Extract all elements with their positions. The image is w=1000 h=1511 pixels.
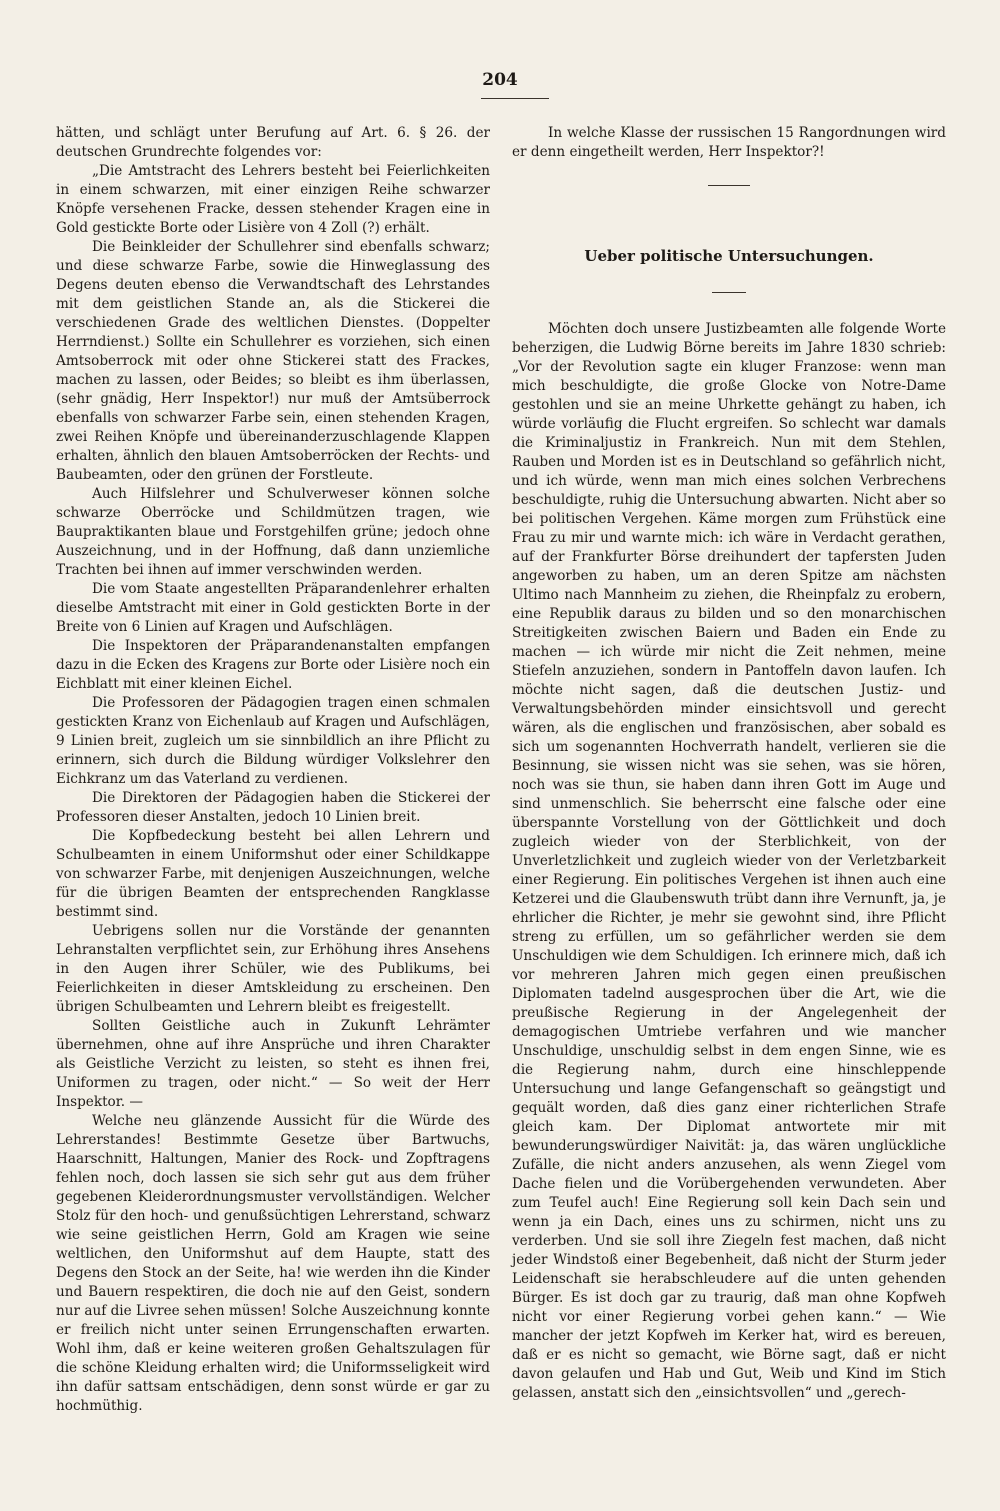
paragraph: Die Kopfbedeckung besteht bei allen Lehrern und Schulbeamten in einem Uniformshut oder einer Schildkappe von schwarzer Farbe, mit denjenigen Auszeichnungen, welche für die übrigen Beamten der entsprechenden Rangklasse bestimmt sind. [56, 828, 490, 920]
paragraph: In welche Klasse der russischen 15 Rangordnungen wird er denn eingetheilt werden, Herr Inspektor?! [512, 125, 946, 160]
section-title: Ueber politische Untersuchungen. [584, 247, 874, 265]
left-column [56, 124, 490, 1416]
paragraph: Möchten doch unsere Justizbeamten alle folgende Worte beherzigen, die Ludwig Börne bereits im Jahre 1830 schrieb: „Vor der Revolution sagte ein kluger Franzose: wenn man mich beschuldigte, die große Glocke von Notre-Dame gestohlen und sie an meine Uhrkette gehängt zu haben, ich würde vorläufig die Flucht ergreifen. So schlecht war damals die Kriminaljustiz in Frankreich. Nun mit dem Stehlen, Rauben und Morden ist es in Deutschland so gefährlich nicht, und ich würde, wenn man mich eines solchen Verbrechens beschuldigte, ruhig die Untersuchung abwarten. Nicht aber so bei politischen Vergehen. Käme morgen zum Frühstück eine Frau zu mir und warnte mich: ich wäre in Verdacht gerathen, auf der Frankfurter Börse dreihundert der tapfersten Juden angeworben zu haben, um an deren Spitze am nächsten Ultimo nach Mannheim zu ziehen, die Rheinpfalz zu erobern, eine Republik daraus zu bilden und so den monarchischen Streitigkeiten zwischen Baiern und Baden ein Ende zu machen — ich würde mir nicht die Zeit nehmen, meine Stiefeln anzuziehen, sondern in Pantoffeln davon laufen. Ich möchte nicht sagen, daß die deutschen Justiz- und Verwaltungsbehörden minder einsichtsvoll und gerecht wären, als die englischen und französischen, aber sobald es sich um sogenannten Hochverrath handelt, verlieren sie die Besinnung, sie wissen nicht was sie sehen, was sie hören, noch was sie thun, sie haben dann ihren Gott im Auge und sind unmenschlich. Sie beherrscht eine falsche oder eine überspannte Vorstellung von der Göttlichkeit und doch zugleich wieder von der Sterblichkeit, von der Unverletzlichkeit und zugleich wieder von der Verletzbarkeit einer Regierung. Ein politisches Vergehen ist ihnen auch eine Ketzerei und die Glaubenswuth trübt dann ihre Vernunft, ja, je ehrlicher die Richter, je mehr sie gewohnt sind, ihre Pflicht streng zu erfüllen, um so gefährlicher werden sie dem Unschuldigen wie dem Schuldigen. Ich erinnere mich, daß ich vor mehreren Jahren mich gegen einen preußischen Diplomaten tadelnd ausgesprochen über die Art, wie die preußische Regierung in der Angelegenheit der demagogischen Umtriebe verfahren und wie mancher Unschuldige, unschuldig selbst in dem engen Sinne, wie es die Regierung nahm, durch eine hinschleppende Untersuchung und lange Gefangenschaft so geängstigt und gequält worden, daß dies ganz einer richterlichen Strafe gleich kam. Der Diplomat antwortete mir mit bewunderungswürdiger Naivität: ja, das wären unglückliche Zufälle, die nicht anders anzusehen, als wenn Ziegel vom Dache fielen und die Vorübergehenden verwundeten. Aber zum Teufel auch! Eine Regierung soll kein Dach sein und wenn ja ein Dach, eines uns zu schirmen, nicht uns zu verderben. Und sie soll ihre Ziegeln fest machen, daß nicht jeder Windstoß einer Begebenheit, daß nicht der Sturm jeder Leidenschaft sie herabschleudere auf die unten gehenden Bürger. Es ist doch gar zu traurig, daß man ohne Kopfweh nicht vor einer Regierung vorbei gehen kann.“ — Wie mancher der jetzt Kopfweh im Kerker hat, wird es bereuen, daß er es nicht so gemacht, wie Börne sagt, daß er nicht davon gelaufen und Hab und Gut, Weib und Kind im Stich gelassen, anstatt sich den „einsichtsvollen“ und „gerech- [512, 321, 946, 1401]
right-column-article [512, 320, 946, 1403]
paragraph: hätten, und schlägt unter Berufung auf Art. 6. § 26. der deutschen Grundrechte folgendes vor: [56, 125, 490, 160]
paragraph: Die Beinkleider der Schullehrer sind ebenfalls schwarz; und diese schwarze Farbe, sowie die Hinweglassung des Degens deuten ebenso die Verwandtschaft des Lehrstandes mit dem geistlichen Stande an, als die Stickerei die verschiedenen Grade des weltlichen Dienstes. (Doppelter Herrndienst.) Sollte ein Schullehrer es vorziehen, sich einen Amtsoberrock mit oder ohne Stickerei statt des Frackes, machen zu lassen, oder Beides; so bleibt es ihm überlassen, (sehr gnädig, Herr Inspektor!) nur muß der Amtsüberrock ebenfalls von schwarzer Farbe sein, einen stehenden Kragen, zwei Reihen Knöpfe und übereinanderzuschlagende Klappen erhalten, ähnlich den blauen Amtsoberröcken der Rechts- und Baubeamten, oder den grünen der Forstleute. [56, 239, 490, 483]
right-column-intro [512, 124, 946, 162]
paragraph: Die Professoren der Pädagogien tragen einen schmalen gestickten Kranz von Eichenlaub auf Kragen und Aufschlägen, 9 Linien breit, zugleich um sie sinnbildlich an ihre Pflicht zu erinnern, sich durch die Bildung würdiger Volkslehrer den Eichkranz um das Vaterland zu verdienen. [56, 695, 490, 787]
divider-rule [712, 292, 746, 293]
paragraph: Die vom Staate angestellten Präparandenlehrer erhalten dieselbe Amtstracht mit einer in Gold gestickten Borte in der Breite von 6 Linien auf Kragen und Aufschlägen. [56, 581, 490, 635]
paragraph: Die Direktoren der Pädagogien haben die Stickerei der Professoren dieser Anstalten, jedoch 10 Linien breit. [56, 790, 490, 825]
page-number-rule [481, 98, 549, 99]
paragraph: „Die Amtstracht des Lehrers besteht bei Feierlichkeiten in einem schwarzen, mit einer einzigen Reihe schwarzer Knöpfe versehenen Fracke, dessen stehender Kragen eine in Gold gestickte Borte oder Lisière von 4 Zoll (?) erhält. [56, 163, 490, 236]
paragraph: Auch Hilfslehrer und Schulverweser können solche schwarze Oberröcke und Schildmützen tragen, wie Baupraktikanten blaue und Forstgehilfen grüne; jedoch ohne Auszeichnung, und in der Hoffnung, daß dann unziemliche Trachten bei ihnen auf immer verschwinden werden. [56, 486, 490, 578]
divider-rule [708, 185, 750, 186]
paragraph: Sollten Geistliche auch in Zukunft Lehrämter übernehmen, ohne auf ihre Ansprüche und ihren Charakter als Geistliche Verzicht zu leisten, so steht es ihnen frei, Uniformen zu tragen, oder nicht.“ — So weit der Herr Inspektor. — [56, 1018, 490, 1110]
paragraph: Welche neu glänzende Aussicht für die Würde des Lehrerstandes! Bestimmte Gesetze über Bartwuchs, Haarschnitt, Haltungen, Manier des Rock- und Zopftragens fehlen noch, doch lassen sie sich sehr gut aus dem früher gegebenen Kleiderordnungsmuster vervollständigen. Welcher Stolz für den hoch- und genußsüchtigen Lehrerstand, schwarz wie seine geistlichen Herrn, Gold am Kragen wie seine weltlichen, den Uniformshut auf dem Haupte, statt des Degens den Stock an der Seite, ha! wie werden ihn die Kinder und Bauern respektiren, die doch nie auf den Geist, sondern nur auf die Livree sehen müssen! Solche Auszeichnung konnte er freilich nicht unter seinen Errungenschaften erwarten. Wohl ihm, daß er keine weiteren großen Gehaltszulagen für die schöne Kleidung erhalten wird; die Uniformsseligkeit wird ihn dafür sattsam entschädigen, denn sonst würde er gar zu hochmüthig. [56, 1113, 490, 1414]
paragraph: Uebrigens sollen nur die Vorstände der genannten Lehranstalten verpflichtet sein, zur Erhöhung ihres Ansehens in den Augen ihrer Schüler, wie des Publikums, bei Feierlichkeiten in dieser Amtskleidung zu erscheinen. Den übrigen Schulbeamten und Lehrern bleibt es freigestellt. [56, 923, 490, 1015]
paragraph: Die Inspektoren der Präparandenanstalten empfangen dazu in die Ecken des Kragens zur Borte oder Lisière noch ein Eichblatt mit einer kleinen Eichel. [56, 638, 490, 692]
page-number: 204 [482, 70, 518, 90]
